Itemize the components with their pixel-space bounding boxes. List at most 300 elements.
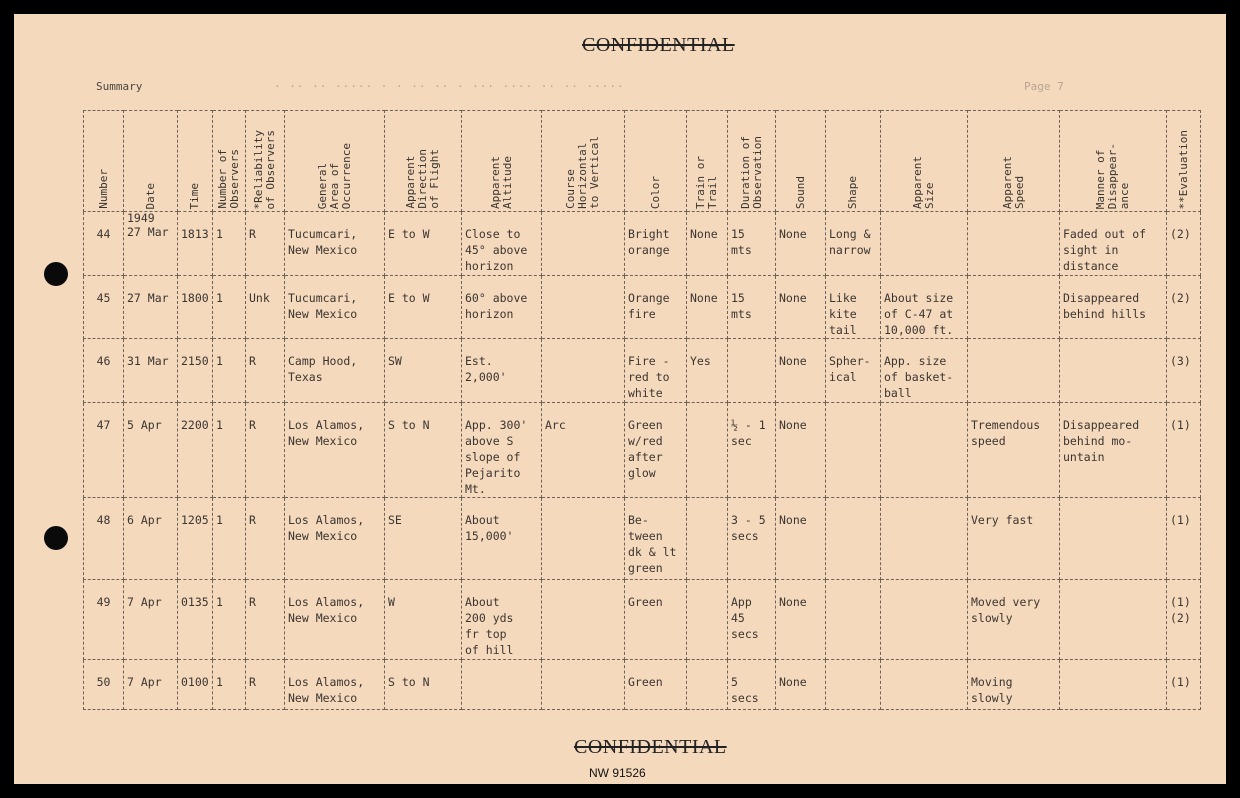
table-cell-disappearance [1060, 339, 1167, 403]
table-cell-area [285, 580, 385, 660]
table-cell-train [687, 580, 728, 660]
table-cell-train [687, 276, 728, 339]
table-cell-altitude [462, 212, 542, 276]
column-header [385, 111, 462, 212]
cell-text [687, 403, 727, 417]
cell-text [826, 498, 880, 512]
cell-text [728, 339, 775, 353]
table-cell-number [84, 212, 124, 276]
punch-hole [44, 526, 68, 550]
column-header [687, 111, 728, 212]
table-row [84, 212, 1201, 276]
table-cell-altitude [462, 339, 542, 403]
table-cell-observers [213, 498, 246, 580]
table-cell-time [178, 212, 213, 276]
cell-text: None [779, 354, 807, 368]
table-cell-observers [213, 403, 246, 498]
table-cell-observers [213, 660, 246, 710]
table-cell-duration [728, 580, 776, 660]
table-cell-speed [968, 403, 1060, 498]
cell-text [826, 660, 880, 674]
cell-text: 27 Mar [127, 291, 169, 305]
table-header-row [84, 111, 1201, 212]
column-header [1167, 111, 1201, 212]
table-cell-observers [213, 580, 246, 660]
table-cell-shape [826, 403, 881, 498]
table-cell-date [124, 212, 178, 276]
cell-text: 15 mts [731, 227, 752, 257]
table-cell-sound [776, 276, 826, 339]
table-cell-direction [385, 498, 462, 580]
table-cell-speed [968, 339, 1060, 403]
table-cell-speed [968, 660, 1060, 710]
cell-text [826, 580, 880, 594]
cell-text: Arc [545, 418, 566, 432]
cell-text: Green [628, 595, 663, 609]
table-body [84, 212, 1201, 710]
cell-text: Est. 2,000' [465, 354, 507, 384]
table-cell-shape [826, 580, 881, 660]
cell-text: 1205 [181, 513, 209, 527]
table-cell-number [84, 498, 124, 580]
column-header-label: Sound [793, 175, 807, 209]
table-cell-color [625, 276, 687, 339]
table-cell-duration [728, 403, 776, 498]
cell-text: 5 Apr [127, 418, 162, 432]
cell-text: 1800 [181, 291, 209, 305]
table-cell-sound [776, 339, 826, 403]
cell-text: (1) (2) [1170, 595, 1191, 625]
table-cell-number [84, 339, 124, 403]
cell-text: R [249, 354, 256, 368]
cell-text: 5 secs [731, 675, 759, 705]
column-header-label: **Evaluation [1176, 129, 1190, 209]
cell-text [881, 498, 967, 512]
cell-text: About size of C-47 at 10,000 ft. [884, 291, 954, 337]
table-cell-direction [385, 660, 462, 710]
table-cell-disappearance [1060, 498, 1167, 580]
cell-text: 6 Apr [127, 513, 162, 527]
cell-text [881, 212, 967, 226]
cell-text: (1) [1170, 513, 1191, 527]
column-header-label: Duration of Observation [738, 136, 764, 209]
cell-text [542, 339, 624, 353]
cell-text: 1 [216, 595, 223, 609]
column-header-label: Apparent Direction of Flight [404, 149, 441, 209]
archive-id: NW 91526 [589, 766, 646, 780]
cell-text: 1813 [181, 227, 209, 241]
table-cell-evaluation [1167, 339, 1201, 403]
table-cell-date [124, 660, 178, 710]
table-cell-shape [826, 660, 881, 710]
cell-text: Los Alamos, New Mexico [288, 675, 365, 705]
cell-text: None [779, 513, 807, 527]
cell-text [968, 276, 1059, 290]
table-cell-size [881, 498, 968, 580]
cell-text: None [779, 291, 807, 305]
cell-text: Tucumcari, New Mexico [288, 291, 358, 321]
cell-text: Bright orange [628, 227, 670, 257]
cell-text: R [249, 675, 256, 689]
cell-text: 1 [216, 227, 223, 241]
table-cell-area [285, 339, 385, 403]
cell-text [542, 212, 624, 226]
cell-text: (1) [1170, 418, 1191, 432]
table-row [84, 276, 1201, 339]
table-cell-size [881, 660, 968, 710]
table-cell-reliability [246, 276, 285, 339]
cell-text: None [779, 418, 807, 432]
table-cell-sound [776, 498, 826, 580]
cell-text: ½ - 1 sec [731, 418, 766, 448]
column-header [625, 111, 687, 212]
cell-text: 44 [96, 227, 111, 241]
table-cell-disappearance [1060, 403, 1167, 498]
table-cell-reliability [246, 339, 285, 403]
cell-text: (1) [1170, 675, 1191, 689]
cell-text: App. 300' above S slope of Pejarito Mt. [465, 418, 528, 496]
table-cell-train [687, 339, 728, 403]
cell-text: 45 [96, 291, 111, 305]
table-cell-sound [776, 403, 826, 498]
table-cell-date [124, 403, 178, 498]
cell-text: Green w/red after glow [628, 418, 663, 480]
table-cell-size [881, 276, 968, 339]
cell-text: 47 [96, 418, 111, 432]
cell-text: Close to 45° above horizon [465, 227, 528, 273]
table-cell-reliability [246, 580, 285, 660]
table-cell-number [84, 580, 124, 660]
table-cell-sound [776, 660, 826, 710]
table-row [84, 339, 1201, 403]
table-cell-train [687, 212, 728, 276]
table-cell-evaluation [1167, 212, 1201, 276]
column-header-label: Apparent Speed [1000, 156, 1026, 209]
table-cell-evaluation [1167, 403, 1201, 498]
cell-text: 49 [96, 595, 111, 609]
table-cell-area [285, 660, 385, 710]
table-cell-duration [728, 498, 776, 580]
cell-text: R [249, 227, 256, 241]
table-cell-sound [776, 212, 826, 276]
cell-text: Like kite tail [829, 291, 857, 337]
cell-text: 31 Mar [127, 354, 169, 368]
column-header-label: Course Horizontal to Vertical [564, 136, 601, 209]
column-header [213, 111, 246, 212]
table-cell-time [178, 339, 213, 403]
column-header [124, 111, 178, 212]
table-cell-speed [968, 212, 1060, 276]
table-cell-course [542, 276, 625, 339]
table-cell-altitude [462, 498, 542, 580]
column-header [285, 111, 385, 212]
table-cell-area [285, 498, 385, 580]
table-cell-observers [213, 276, 246, 339]
table-cell-number [84, 660, 124, 710]
cell-text: Long & narrow [829, 227, 871, 257]
table-cell-reliability [246, 660, 285, 710]
table-cell-speed [968, 498, 1060, 580]
cell-text: Los Alamos, New Mexico [288, 595, 365, 625]
cell-text: None [779, 595, 807, 609]
cell-text: S to N [388, 418, 430, 432]
cell-text: Unk [249, 291, 270, 305]
table-cell-duration [728, 339, 776, 403]
table-row [84, 403, 1201, 498]
column-header [1060, 111, 1167, 212]
table-cell-altitude [462, 580, 542, 660]
summary-label: Summary [96, 80, 143, 93]
cell-text: R [249, 418, 256, 432]
column-header-label: Date [143, 182, 157, 209]
table-cell-disappearance [1060, 212, 1167, 276]
cell-text: R [249, 513, 256, 527]
cell-text: 3 - 5 secs [731, 513, 766, 543]
table-cell-number [84, 403, 124, 498]
table-cell-color [625, 339, 687, 403]
table-cell-area [285, 403, 385, 498]
table-cell-evaluation [1167, 498, 1201, 580]
cell-text: (2) [1170, 227, 1191, 241]
cell-text: Spher- ical [829, 354, 871, 384]
cell-text [542, 580, 624, 594]
document-page [14, 14, 1226, 784]
table-cell-course [542, 660, 625, 710]
column-header-label: Shape [846, 175, 859, 209]
table-cell-train [687, 660, 728, 710]
cell-text: Camp Hood, Texas [288, 354, 358, 384]
table-cell-date [124, 339, 178, 403]
table-cell-time [178, 660, 213, 710]
table-cell-number [84, 276, 124, 339]
cell-text: None [779, 227, 807, 241]
table-cell-duration [728, 276, 776, 339]
column-header-label: Time [188, 182, 201, 209]
column-header-label: Apparent Altitude [488, 156, 514, 209]
cell-text: E to W [388, 227, 430, 241]
table-cell-size [881, 339, 968, 403]
column-header [776, 111, 826, 212]
table-cell-reliability [246, 403, 285, 498]
punch-hole [44, 262, 68, 286]
table-cell-color [625, 580, 687, 660]
cell-text [687, 580, 727, 594]
table-row [84, 580, 1201, 660]
cell-text: 15 mts [731, 291, 752, 321]
cell-text: Yes [690, 354, 711, 368]
table-cell-color [625, 498, 687, 580]
cell-text: App. size of basket- ball [884, 354, 954, 400]
cell-text: About 15,000' [465, 513, 514, 543]
table-cell-time [178, 498, 213, 580]
table-row [84, 660, 1201, 710]
cell-text [687, 498, 727, 512]
cell-text [542, 498, 624, 512]
column-header-label: *Reliability of Observers [252, 129, 277, 209]
table-cell-direction [385, 212, 462, 276]
cell-text: Disappeared behind hills [1063, 291, 1147, 321]
cell-text: 46 [96, 354, 111, 368]
table-cell-date [124, 498, 178, 580]
cell-text: Disappeared behind mo- untain [1063, 418, 1140, 464]
table-cell-reliability [246, 498, 285, 580]
cell-text: Tucumcari, New Mexico [288, 227, 358, 257]
table-cell-evaluation [1167, 660, 1201, 710]
faded-subtitle: · ·· ·· ····· · · ·· ·· · ··· ···· ·· ·· ····· [274, 80, 625, 93]
cell-text: 1 [216, 354, 223, 368]
table-cell-area [285, 212, 385, 276]
cell-text: E to W [388, 291, 430, 305]
column-header-label: Train or Trail [694, 156, 719, 209]
table-cell-time [178, 403, 213, 498]
table-cell-size [881, 212, 968, 276]
date-year: 1949 [127, 211, 155, 225]
column-header [881, 111, 968, 212]
cell-text: 7 Apr [127, 675, 162, 689]
table-cell-date [124, 276, 178, 339]
cell-text: 0135 [181, 595, 209, 609]
cell-text [968, 339, 1059, 353]
cell-text: 1 [216, 675, 223, 689]
column-header [178, 111, 213, 212]
cell-text [1060, 660, 1166, 674]
table-cell-direction [385, 403, 462, 498]
table-cell-direction [385, 580, 462, 660]
confidential-stamp-top: CONFIDENTIAL [582, 34, 735, 56]
cell-text: (2) [1170, 291, 1191, 305]
table-cell-altitude [462, 276, 542, 339]
column-header-label: General Area of Occurrence [315, 142, 353, 209]
confidential-stamp-bottom: CONFIDENTIAL [574, 736, 727, 758]
table-cell-course [542, 580, 625, 660]
cell-text [542, 660, 624, 674]
cell-text: Faded out of sight in distance [1063, 227, 1147, 273]
table-row [84, 498, 1201, 580]
cell-text: 2150 [181, 354, 209, 368]
cell-text [968, 212, 1059, 226]
table-cell-color [625, 660, 687, 710]
table-cell-size [881, 580, 968, 660]
table-cell-date [124, 580, 178, 660]
cell-text: Very fast [971, 513, 1034, 527]
cell-text [881, 660, 967, 674]
cell-text: 1 [216, 513, 223, 527]
table-cell-direction [385, 276, 462, 339]
table-cell-observers [213, 212, 246, 276]
cell-text [1060, 498, 1166, 512]
column-header [542, 111, 625, 212]
column-header-label: Manner of Disappear- ance [1094, 142, 1131, 209]
cell-text: App 45 secs [731, 595, 759, 641]
table-cell-course [542, 403, 625, 498]
cell-text: Fire - red to white [628, 354, 670, 400]
column-header [968, 111, 1060, 212]
sightings-table-wrapper [83, 110, 1200, 709]
column-header [826, 111, 881, 212]
cell-text: 7 Apr [127, 595, 162, 609]
table-cell-size [881, 403, 968, 498]
cell-text [687, 660, 727, 674]
table-cell-shape [826, 498, 881, 580]
table-cell-disappearance [1060, 580, 1167, 660]
table-cell-shape [826, 212, 881, 276]
table-cell-altitude [462, 660, 542, 710]
table-cell-disappearance [1060, 660, 1167, 710]
table-cell-train [687, 403, 728, 498]
cell-text: 0100 [181, 675, 209, 689]
column-header-label: Number of Observers [216, 149, 241, 209]
cell-text: None [690, 227, 718, 241]
cell-text: 1 [216, 291, 223, 305]
table-cell-course [542, 212, 625, 276]
cell-text: Tremendous speed [971, 418, 1041, 448]
table-cell-direction [385, 339, 462, 403]
column-header-label: Color [648, 175, 662, 209]
date-value: 27 Mar [127, 225, 169, 239]
cell-text: Los Alamos, New Mexico [288, 418, 365, 448]
cell-text: R [249, 595, 256, 609]
cell-text: 60° above horizon [465, 291, 528, 321]
cell-text: S to N [388, 675, 430, 689]
cell-text [826, 403, 880, 417]
table-cell-course [542, 339, 625, 403]
table-cell-shape [826, 276, 881, 339]
cell-text [462, 660, 541, 674]
table-cell-shape [826, 339, 881, 403]
cell-text: 1 [216, 418, 223, 432]
cell-text: None [779, 675, 807, 689]
table-cell-speed [968, 276, 1060, 339]
cell-text: Moved very slowly [971, 595, 1041, 625]
page-reference: Page 7 [1024, 80, 1064, 93]
cell-text: SW [388, 354, 402, 368]
table-cell-altitude [462, 403, 542, 498]
cell-text: About 200 yds fr top of hill [465, 595, 514, 657]
table-cell-observers [213, 339, 246, 403]
table-cell-time [178, 580, 213, 660]
cell-text: Orange fire [628, 291, 670, 321]
cell-text: SE [388, 513, 402, 527]
table-cell-train [687, 498, 728, 580]
column-header [462, 111, 542, 212]
table-cell-sound [776, 580, 826, 660]
table-cell-time [178, 276, 213, 339]
cell-text [881, 580, 967, 594]
cell-text: 2200 [181, 418, 209, 432]
column-header-label: Number [96, 169, 110, 209]
cell-text: Moving slowly [971, 675, 1013, 705]
cell-text: None [690, 291, 718, 305]
table-cell-duration [728, 660, 776, 710]
table-cell-course [542, 498, 625, 580]
cell-text: Green [628, 675, 663, 689]
table-cell-disappearance [1060, 276, 1167, 339]
column-header [84, 111, 124, 212]
cell-text: W [388, 595, 395, 609]
table-cell-evaluation [1167, 580, 1201, 660]
sightings-table [83, 110, 1201, 710]
column-header-label: Apparent Size [911, 156, 936, 209]
table-cell-reliability [246, 212, 285, 276]
cell-text: Be- tween dk & lt green [628, 513, 677, 575]
cell-text [1060, 580, 1166, 594]
table-cell-evaluation [1167, 276, 1201, 339]
cell-text: 48 [96, 513, 111, 527]
cell-text: 50 [96, 675, 111, 689]
cell-text: Los Alamos, New Mexico [288, 513, 365, 543]
column-header [246, 111, 285, 212]
table-cell-speed [968, 580, 1060, 660]
